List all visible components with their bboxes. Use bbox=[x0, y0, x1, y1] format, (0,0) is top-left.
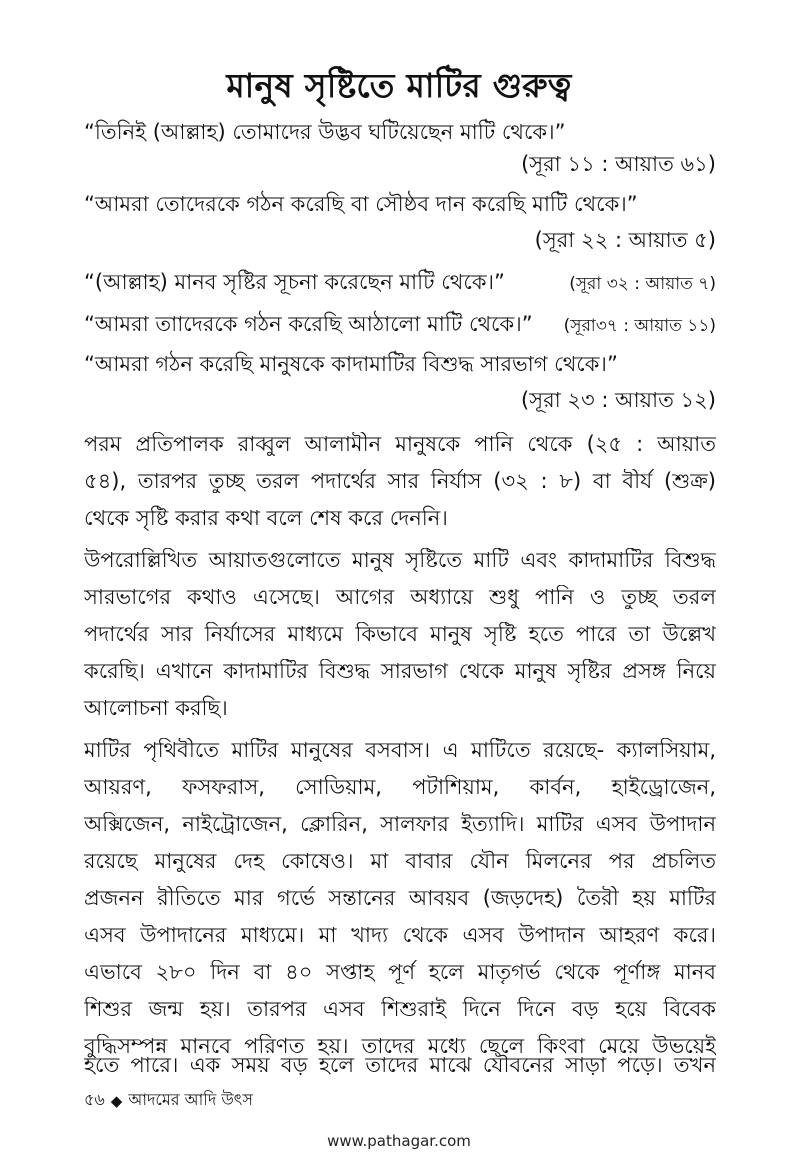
para3-line-9: বুদ্ধিসম্পন্ন মানবে পরিণত হয়। তাদের মধ্যে ছেলে কিংবা মেয়ে উভয়েই bbox=[84, 1034, 716, 1058]
para3-line-1: মাটির পৃথিবীতে মাটির মানুষের বসবাস। এ মাটিতে রয়েছে- ক্যালসিয়াম, bbox=[84, 738, 716, 762]
quote-4 bbox=[84, 312, 716, 338]
para1-line-2: ৫৪), তারপর তুচ্ছ তরল পদার্থের সার নির্যাস (৩২ : ৮) বা বীর্য (শুক্র) bbox=[84, 469, 716, 493]
quote-5-text: “আমরা গঠন করেছি মানুষকে কাদামাটির বিশুদ্ধ সারভাগ থেকে।” bbox=[84, 352, 618, 376]
para3-line-7: এভাবে ২৮০ দিন বা ৪০ সপ্তাহ পূর্ণ হলে মাতৃগর্ভ থেকে পূর্ণাঙ্গ মানব bbox=[84, 960, 716, 984]
diamond-icon: ◆ bbox=[110, 1091, 123, 1110]
quote-1-ref: (সূরা ১১ : আয়াত ৬১) bbox=[521, 152, 716, 176]
para2-line-4: করেছি। এখানে কাদামাটির বিশুদ্ধ সারভাগ থেকে মানুষ সৃষ্টির প্রসঙ্গ নিয়ে bbox=[84, 659, 716, 683]
quote-4-ref: (সূরা৩৭ : আয়াত ১১) bbox=[563, 316, 716, 336]
para3-line-3: অক্সিজেন, নাইট্রোজেন, ক্লোরিন, সালফার ইত্যাদি। মাটির এসব উপাদান bbox=[84, 812, 716, 836]
para2-line-2: সারভাগের কথাও এসেছে। আগের অধ্যায়ে শুধু পানি ও তুচ্ছ তরল bbox=[84, 585, 716, 609]
site-watermark: www.pathagar.com bbox=[327, 1132, 471, 1150]
book-title: আদমের আদি উৎস bbox=[128, 1090, 253, 1109]
para2-line-5: আলোচনা করছি। bbox=[84, 696, 228, 720]
para3-line-10: হতে পারে। এক সময় বড় হলে তাদের মাঝে যৌবনের সাড়া পড়ে। তখন bbox=[84, 1053, 716, 1077]
para2-line-1: উপরোল্লিখিত আয়াতগুলোতে মানুষ সৃষ্টিতে মাটি এবং কাদামাটির বিশুদ্ধ bbox=[84, 548, 716, 572]
quote-1-text: “তিনিই (আল্লাহ) তোমাদের উদ্ভব ঘটিয়েছেন মাটি থেকে।” bbox=[84, 120, 566, 144]
para1-line-1: পরম প্রতিপালক রাব্বুল আলামীন মানুষকে পানি থেকে (২৫ : আয়াত bbox=[84, 432, 716, 456]
para1-line-3: থেকে সৃষ্টি করার কথা বলে শেষ করে দেননি। bbox=[84, 506, 448, 530]
quote-3-text: “(আল্লাহ) মানব সৃষ্টির সূচনা করেছেন মাটি থেকে।” bbox=[84, 270, 505, 294]
quote-3-ref: (সূরা ৩২ : আয়াত ৭) bbox=[569, 274, 716, 294]
para3-line-2: আয়রণ, ফসফরাস, সোডিয়াম, পটাশিয়াম, কার্বন, হাইড্রোজেন, bbox=[84, 775, 716, 799]
para3-line-4: রয়েছে মানুষের দেহ কোষেও। মা বাবার যৌন মিলনের পর প্রচলিত bbox=[84, 849, 716, 873]
para3-line-5: প্রজনন রীতিতে মার গর্ভে সন্তানের আবয়ব (জড়দেহ) তৈরী হয় মাটির bbox=[84, 886, 716, 910]
quote-3 bbox=[84, 270, 716, 296]
para3-line-6: এসব উপাদানের মাধ্যমে। মা খাদ্য থেকে এসব উপাদান আহরণ করে। bbox=[84, 923, 716, 947]
page-title: মানুষ সৃষ্টিতে মাটির গুরুত্ব bbox=[226, 66, 572, 105]
para3-line-8: শিশুর জন্ম হয়। তারপর এসব শিশুরাই দিনে দিনে বড় হয়ে বিবেক bbox=[84, 997, 716, 1021]
para2-line-3: পদার্থের সার নির্যাসের মাধ্যমে কিভাবে মানুষ সৃষ্টি হতে পারে তা উল্লেখ bbox=[84, 622, 716, 646]
quote-2-ref: (সূরা ২২ : আয়াত ৫) bbox=[534, 228, 716, 252]
quote-5-ref: (সূরা ২৩ : আয়াত ১২) bbox=[521, 388, 716, 412]
quote-4-text: “আমরা তাাদেরকে গঠন করেছি আঠালো মাটি থেকে।” bbox=[84, 312, 533, 336]
quote-2-text: “আমরা তোদেরকে গঠন করেছি বা সৌষ্ঠব দান করেছি মাটি থেকে।” bbox=[84, 192, 638, 216]
page-footer bbox=[84, 1087, 253, 1114]
page-number: ৫৬ bbox=[84, 1090, 105, 1109]
